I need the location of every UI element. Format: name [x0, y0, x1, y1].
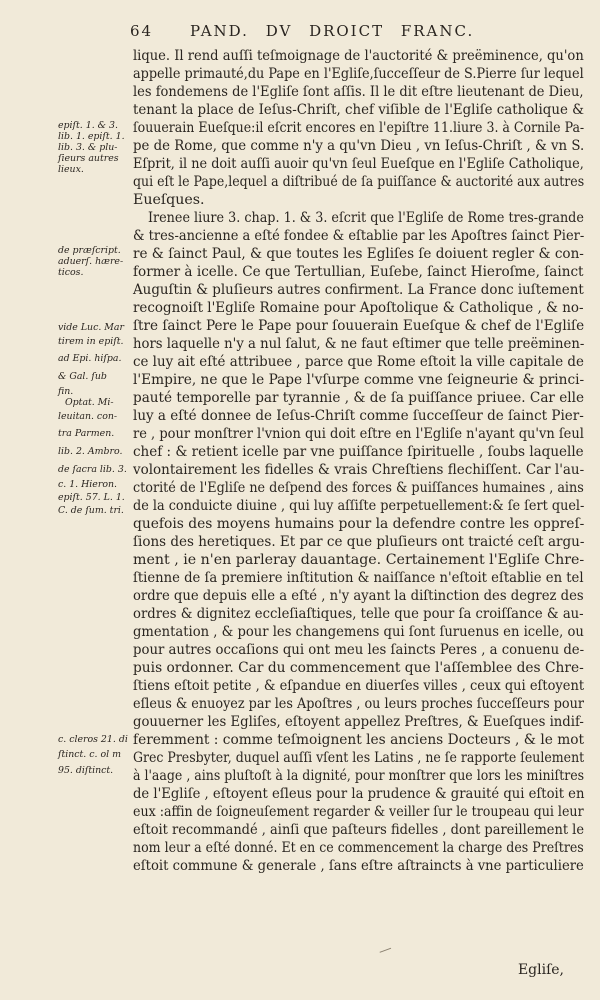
margin-note: de præſcript.: [58, 245, 121, 256]
body-line: chef : & retient icelle par vne puiſſance ſpirituelle , ſoubs laquelle: [133, 444, 584, 460]
margin-note: lib. 2. Ambro.: [58, 446, 123, 457]
body-line: eſleus & enuoyez par les Apoſtres , ou leurs proches ſucceſſeurs pour: [133, 696, 584, 712]
body-line: à l'aage , ains pluſtoſt à la dignité, pour monſtrer que lors les miniſtres: [133, 768, 585, 784]
margin-note: lib. 3. & plu-: [58, 142, 118, 153]
body-line: eſtoit commune & generale , ſans eſtre aſtraincts à vne particuliere: [133, 858, 584, 874]
body-line: quefois des moyens humains pour la defendre contre les oppreſ-: [133, 516, 585, 532]
margin-note: & Gal. ſub: [58, 371, 107, 382]
body-line: Eſprit, il ne doit auſſi auoir qu'vn ſeul Eueſque en l'Egliſe Catholique,: [133, 156, 584, 172]
body-line: Eueſques.: [133, 192, 205, 208]
catchword: Egliſe,: [517, 962, 564, 978]
margin-note: lib. 1. epiſt. 1.: [58, 131, 125, 142]
body-line: former à icelle. Ce que Tertullian, Euſebe, ſainct Hieroſme, ſainct: [133, 264, 584, 280]
body-line: ordre que depuis elle a eſté , n'y ayant la diſtinction des degrez des: [133, 588, 584, 604]
body-line: pe de Rome, que comme n'y a qu'vn Dieu , vn Ieſus-Chriſt , & vn S.: [133, 138, 585, 154]
body-line: tenant la place de Ieſus-Chriſt, chef viſible de l'Egliſe catholique &: [133, 102, 585, 118]
body-line: qui eſt le Pape,lequel a diſtribué de ſa puiſſance & auctorité aux autres: [133, 174, 585, 190]
margin-note: de ſacra lib. 3.: [58, 464, 127, 475]
body-line: re , pour monſtrer l'vnion qui doit eſtre en l'Egliſe n'ayant qu'vn ſeul: [133, 426, 584, 442]
margin-note: ticos.: [58, 267, 84, 278]
margin-note: ſtinct. c. ol m: [58, 749, 121, 760]
body-line: pour autres occaſions qui ont meu les ſaincts Peres , a conuenu de-: [133, 642, 585, 658]
body-line: ctorité de l'Egliſe ne deſpend des forces & puiſſances humaines , ains: [133, 480, 584, 496]
page-number: 64: [130, 22, 154, 40]
ink-mark: [377, 940, 391, 953]
margin-note: 95. diſtinct.: [58, 765, 114, 776]
margin-note: leuitan. con-: [58, 411, 118, 422]
body-line: ordres & dignitez eccleſiaſtiques, telle que pour ſa croiſſance & au-: [133, 606, 584, 622]
body-line: recognoiſt l'Egliſe Romaine pour Apoſtolique & Catholique , & no-: [133, 300, 584, 316]
body-line: ment , ie n'en parleray dauantage. Certainement l'Egliſe Chre-: [133, 552, 585, 568]
margin-note: lieux.: [58, 164, 84, 175]
body-line: les fondemens de l'Egliſe ſont aſſis. Il le dit eſtre lieutenant de Dieu,: [133, 84, 584, 100]
body-line: de la conduicte diuine , qui luy aſſiſte perpetuellement:& ſe ſert quel-: [133, 498, 585, 514]
running-head: PAND. DV DROICT FRANC.: [190, 22, 475, 40]
margin-note: vide Luc. Mar: [58, 322, 124, 333]
margin-note: c. 1. Hieron.: [58, 479, 118, 490]
margin-note: epiſt. 57. L. 1.: [58, 492, 125, 503]
body-line: gouuerner les Egliſes, eſtoyent appellez Preſtres, & Eueſques indif-: [133, 714, 584, 730]
body-line: puis ordonner. Car du commencement que l'aſſemblee des Chre-: [133, 660, 584, 676]
body-line: eſtoit recommandé , ainſi que paſteurs fidelles , dont pareillement le: [133, 822, 585, 838]
body-line: re & ſainct Paul, & que toutes les Egliſes ſe doiuent regler & con-: [133, 246, 584, 262]
margin-note: ſieurs autres: [58, 153, 119, 164]
body-line: Auguſtin & pluſieurs autres confirment. La France donc iuſtement: [133, 282, 584, 298]
margin-note: epiſt. 1. & 3.: [58, 120, 118, 131]
body-line: feremment : comme teſmoignent les anciens Docteurs , & le mot: [133, 732, 585, 748]
body-line: hors laquelle n'y a nul ſalut, & ne faut eſtimer que telle preëminen-: [133, 336, 585, 352]
body-line: ce luy ait eſté attribuee , parce que Rome eſtoit la ville capitale de: [133, 354, 584, 370]
body-line: nom leur a eſté donné. Et en ce commencement la charge des Preſtres: [133, 840, 584, 856]
body-line: ſtienne de ſa premiere inſtitution & naiſſance n'eſtoit eſtablie en tel: [133, 570, 584, 586]
body-line: lique. Il rend auſſi teſmoignage de l'auctorité & preëminence, qu'on: [133, 48, 584, 64]
margin-note: fin.: [58, 386, 74, 397]
margin-note: aduerſ. hære-: [58, 256, 124, 267]
margin-note: tirem in epiſt.: [58, 336, 124, 347]
body-line: l'Empire, ne que le Pape l'vſurpe comme vne ſeigneurie & princi-: [133, 372, 585, 388]
body-line: ſtre ſainct Pere le Pape pour ſouuerain Eueſque & chef de l'Egliſe: [133, 318, 585, 334]
margin-note: C. de ſum. tri.: [58, 505, 124, 516]
body-line: eux :affin de ſoigneuſement regarder & veiller ſur le troupeau qui leur: [133, 804, 584, 820]
body-line: Grec Presbyter, duquel auſſi vſent les Latins , ne ſe rapporte ſeulement: [133, 750, 585, 766]
margin-note: tra Parmen.: [58, 428, 115, 439]
body-line: de l'Egliſe , eſtoyent eſleus pour la prudence & grauité qui eſtoit en: [133, 786, 585, 802]
body-line: ſouuerain Eueſque:il eſcrit encores en l'epiſtre 11.liure 3. à Cornile Pa-: [133, 120, 585, 136]
margin-note: c. cleros 21. di: [58, 734, 128, 745]
body-line: & tres-ancienne a eſté fondee & eſtablie par les Apoſtres ſainct Pier-: [133, 228, 585, 244]
body-line: volontairement les fidelles & vrais Chreſtiens flechiſſent. Car l'au-: [133, 462, 585, 478]
body-line: ſtiens eſtoit petite , & eſpandue en diuerſes villes , ceux qui eſtoyent: [133, 678, 585, 694]
margin-note: Optat. Mi-: [65, 397, 114, 408]
body-line: appelle primauté,du Pape en l'Egliſe,ſucceſſeur de S.Pierre ſur lequel: [133, 66, 584, 82]
body-line: gmentation , & pour les changemens qui ſont ſuruenus en icelle, ou: [133, 624, 584, 640]
margin-note: ad Epi. hiſpa.: [58, 353, 122, 364]
body-line: luy a eſté donnee de Ieſus-Chriſt comme ſucceſſeur de ſainct Pier-: [133, 408, 584, 424]
body-line: Irenee liure 3. chap. 1. & 3. eſcrit que l'Egliſe de Rome tres-grande: [148, 210, 584, 226]
body-line: ſions des heretiques. Et par ce que pluſieurs ont traicté ceſt argu-: [133, 534, 585, 550]
body-line: pauté temporelle par tyrannie , & de ſa puiſſance priuee. Car elle: [133, 390, 585, 406]
